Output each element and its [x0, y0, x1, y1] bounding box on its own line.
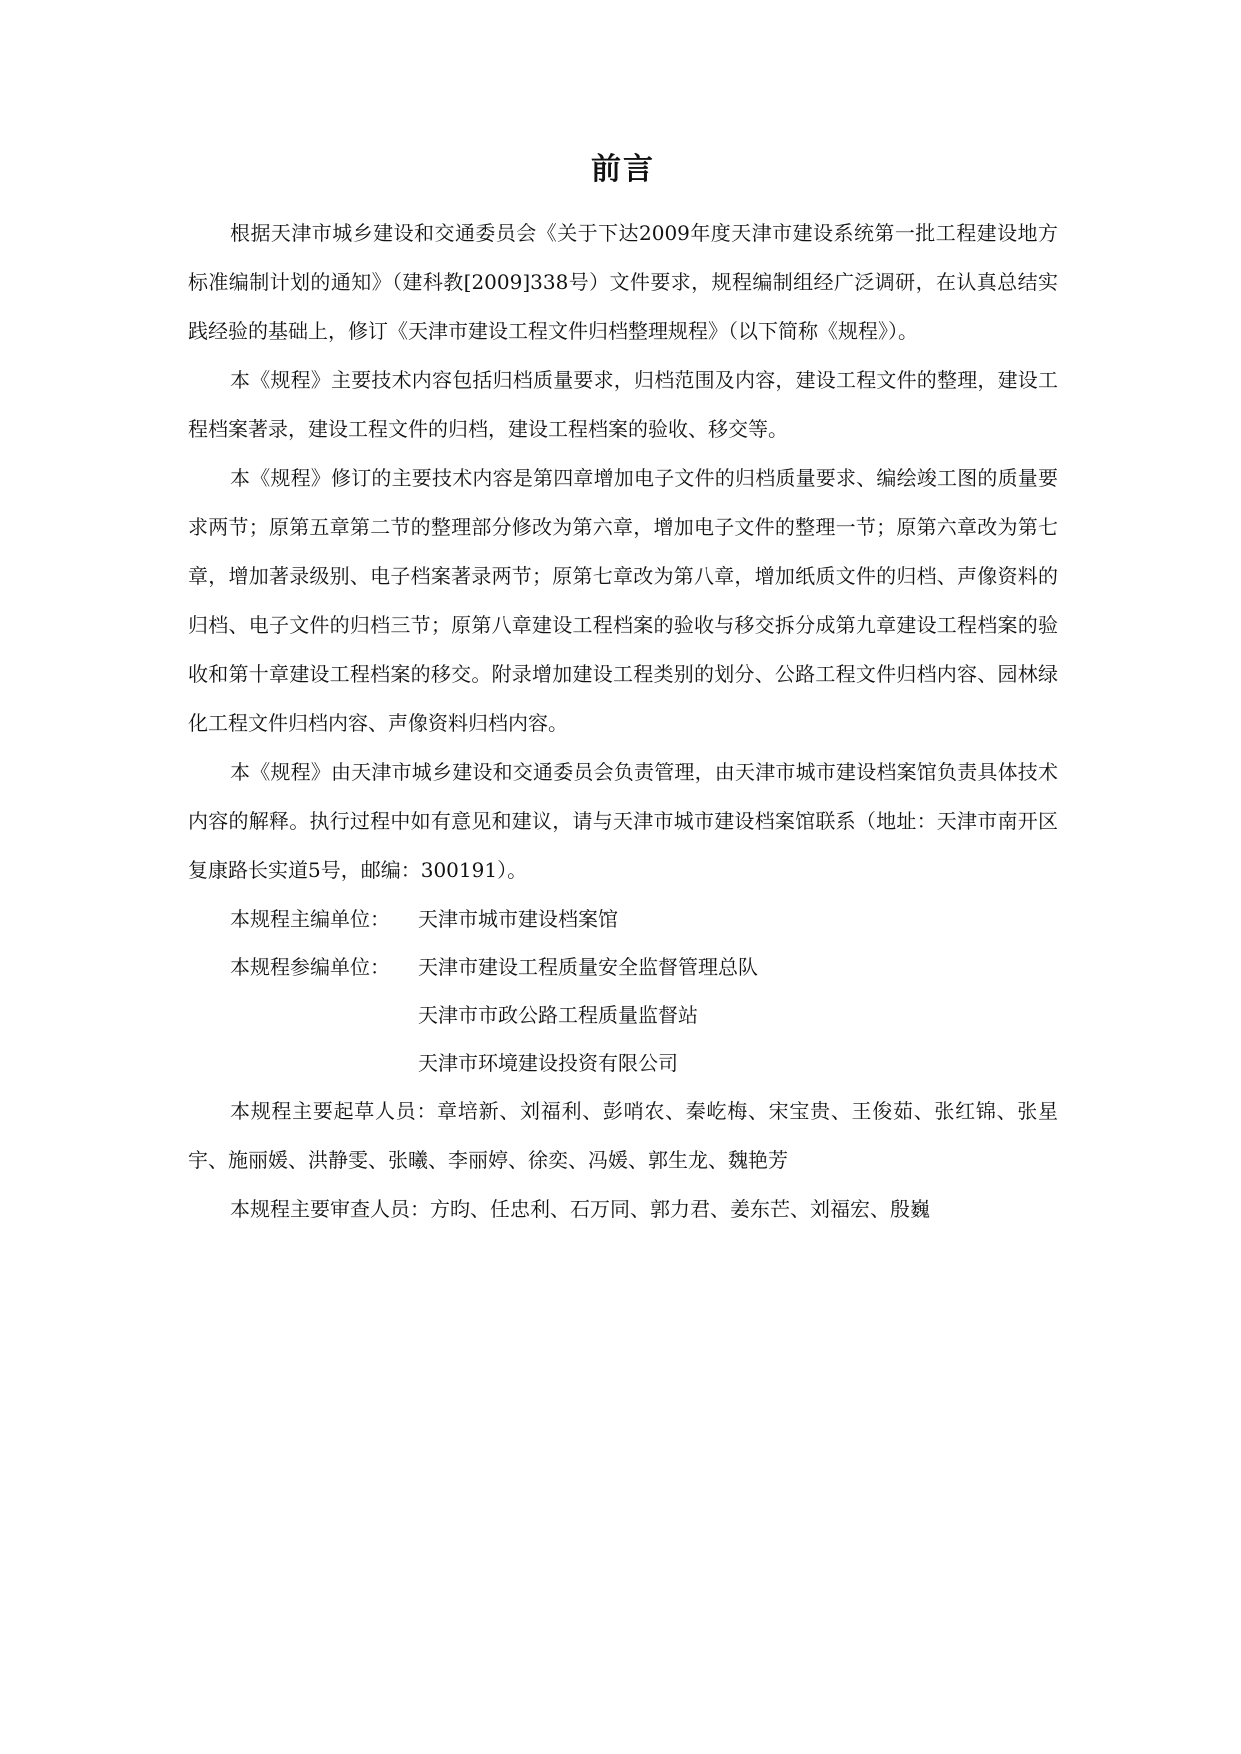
participating-unit-1: 天津市建设工程质量安全监督管理总队 [418, 955, 758, 979]
participating-unit-row [188, 991, 1058, 1039]
paragraph-management: 本《规程》由天津市城乡建设和交通委员会负责管理，由天津市城市建设档案馆负责具体技术内容的解释。执行过程中如有意见和建议，请与天津市城市建设档案馆联系（地址：天津市南开区复康路长实道5号，邮编：300191）。 [188, 760, 1058, 882]
chief-unit-row [188, 895, 1058, 943]
reviewers-paragraph: 本规程主要审查人员：方昀、任忠利、石万同、郭力君、姜东芒、刘福宏、殷巍 [230, 1197, 930, 1221]
page-title: 前言 [591, 152, 655, 187]
participating-units-label: 本规程参编单位： [230, 955, 390, 979]
chief-unit-value: 天津市城市建设档案馆 [418, 907, 618, 931]
paragraph-revision: 本《规程》修订的主要技术内容是第四章增加电子文件的归档质量要求、编绘竣工图的质量要求两节；原第五章第二节的整理部分修改为第六章，增加电子文件的整理一节；原第六章改为第七章，增加著录级别、电子档案著录两节；原第七章改为第八章，增加纸质文件的归档、声像资料的归档、电子文件的归档三节；原第八章建设工程档案的验收与移交拆分成第九章建设工程档案的验收和第十章建设工程档案的移交。附录增加建设工程类别的划分、公路工程文件归档内容、园林绿化工程文件归档内容、声像资料归档内容。 [188, 466, 1058, 735]
participating-unit-3: 天津市环境建设投资有限公司 [418, 1051, 678, 1075]
participating-unit-row [188, 943, 1058, 991]
chief-unit-label: 本规程主编单位： [230, 907, 390, 931]
participating-unit-2: 天津市市政公路工程质量监督站 [418, 1003, 698, 1027]
participating-unit-row [188, 1039, 1058, 1087]
paragraph-basis: 根据天津市城乡建设和交通委员会《关于下达2009年度天津市建设系统第一批工程建设地方标准编制计划的通知》（建科教[2009]338号）文件要求，规程编制组经广泛调研，在认真总结实践经验的基础上，修订《天津市建设工程文件归档整理规程》（以下简称《规程》）。 [188, 221, 1058, 343]
paragraph-content: 本《规程》主要技术内容包括归档质量要求，归档范围及内容，建设工程文件的整理，建设工程档案著录，建设工程文件的归档，建设工程档案的验收、移交等。 [188, 368, 1058, 441]
drafters-paragraph: 本规程主要起草人员：章培新、刘福利、彭哨农、秦屹梅、宋宝贵、王俊茹、张红锦、张星宇、施丽媛、洪静雯、张曦、李丽婷、徐奕、冯媛、郭生龙、魏艳芳 [188, 1099, 1058, 1172]
document-page [188, 150, 1058, 1234]
